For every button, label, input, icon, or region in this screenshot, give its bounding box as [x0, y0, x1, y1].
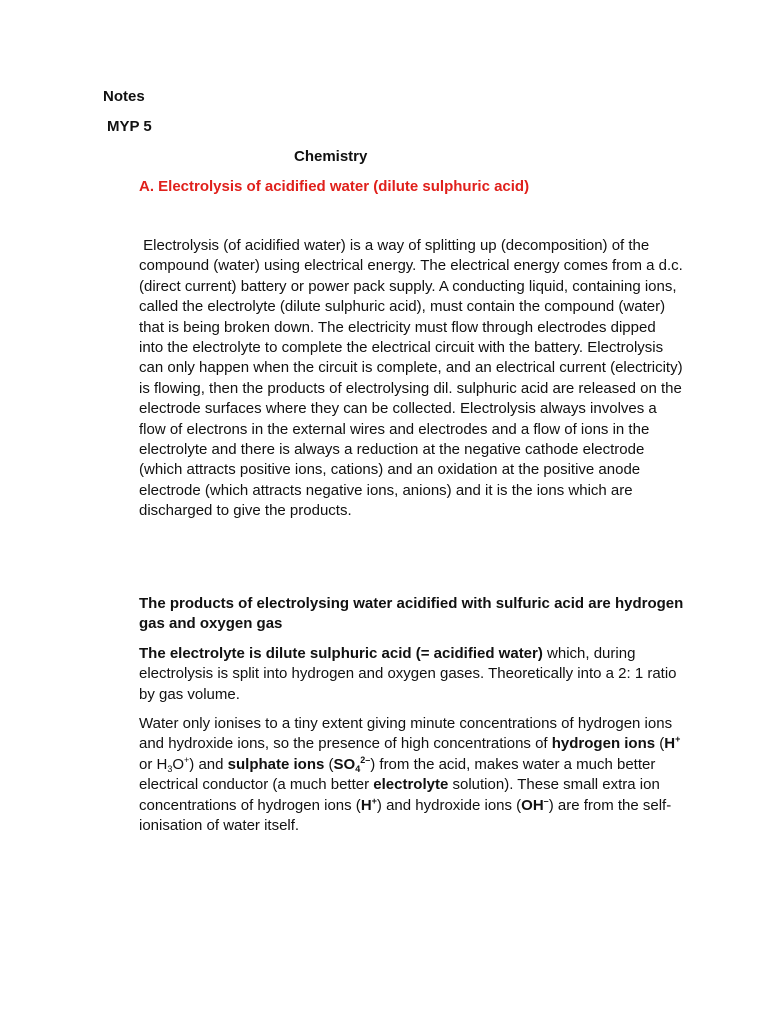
hydrogen-symbol: H: [664, 735, 676, 753]
superscript: +: [371, 795, 377, 806]
paragraph-electrolyte: [139, 644, 684, 705]
hydrogen-symbol: H: [360, 796, 372, 814]
class-label: MYP 5: [107, 118, 152, 135]
section-heading: A. Electrolysis of acidified water (dilute sulphuric acid): [139, 178, 530, 195]
text-segment: or H: [139, 755, 168, 773]
hydrogen-ions-term: hydrogen ions: [551, 735, 656, 753]
text-segment: ) and hydroxide ions (: [376, 796, 522, 814]
subscript: 3: [167, 763, 173, 774]
text-segment: ) and: [189, 755, 228, 773]
sulphate-symbol: SO: [333, 755, 356, 773]
paragraph-ionisation: [139, 714, 684, 836]
electrolyte-text: which, during electrolysis is split into hydrogen and oxygen gases. Theoretically into a 2: 1 ratio by gas volume.: [139, 645, 677, 703]
paragraph-products: The products of electrolysing water acidified with sulfuric acid are hydrogen gas and oxygen gas: [139, 595, 684, 633]
notes-label: Notes: [103, 88, 145, 105]
text-segment: ) are from the self-ionisation of water itself.: [139, 796, 672, 835]
sulphate-ions-term: sulphate ions: [227, 755, 325, 773]
paragraph-electrolysis-intro: Electrolysis (of acidified water) is a way of splitting up (decomposition) of the compound (water) using electrical energy. The electrical energy comes from a d.c. (direct current) battery or power pack supply. A conducting liquid, containing ions, called the electrolyte (dilute sulphuric acid), must contain the compound (water) that is being broken down. The electricity must flow through electrodes dipped into the electrolyte to complete the electrical circuit with the battery. Electrolysis can only happen when the circuit is complete, and an electrical current (electricity) is flowing, then the products of electrolysing dil. sulphuric acid are released on the electrode surfaces where they can be collected. Electrolysis always involves a flow of electrons in the external wires and electrodes and a flow of ions in the electrolyte and there is always a reduction at the negative cathode electrode (which attracts positive ions, cations) and an oxidation at the positive anode electrode (which attracts negative ions, anions) and it is the ions which are discharged to give the products.: [139, 237, 688, 520]
text-segment: (: [324, 755, 334, 773]
superscript: –: [543, 795, 549, 806]
text-segment: O: [172, 755, 185, 773]
text-segment: solution). These small extra ion concentrations of hydrogen ions (: [139, 776, 660, 814]
superscript: 2–: [360, 754, 371, 765]
text-segment: (: [655, 735, 665, 753]
superscript: +: [675, 734, 681, 745]
electrolyte-term: electrolyte: [373, 776, 449, 794]
text-segment: Water only ionises to a tiny extent giving minute concentrations of hydrogen ions and hydroxide ions, so the presence of high concentrations of: [139, 715, 673, 753]
electrolyte-bold-text: The electrolyte is dilute sulphuric acid (= acidified water): [139, 645, 543, 662]
subject-title: Chemistry: [294, 148, 368, 165]
text-segment: ) from the acid, makes water a much better electrical conductor (a much better: [139, 755, 656, 794]
subscript: 4: [355, 763, 361, 774]
superscript: +: [184, 754, 190, 765]
hydroxide-symbol: OH: [521, 796, 544, 814]
